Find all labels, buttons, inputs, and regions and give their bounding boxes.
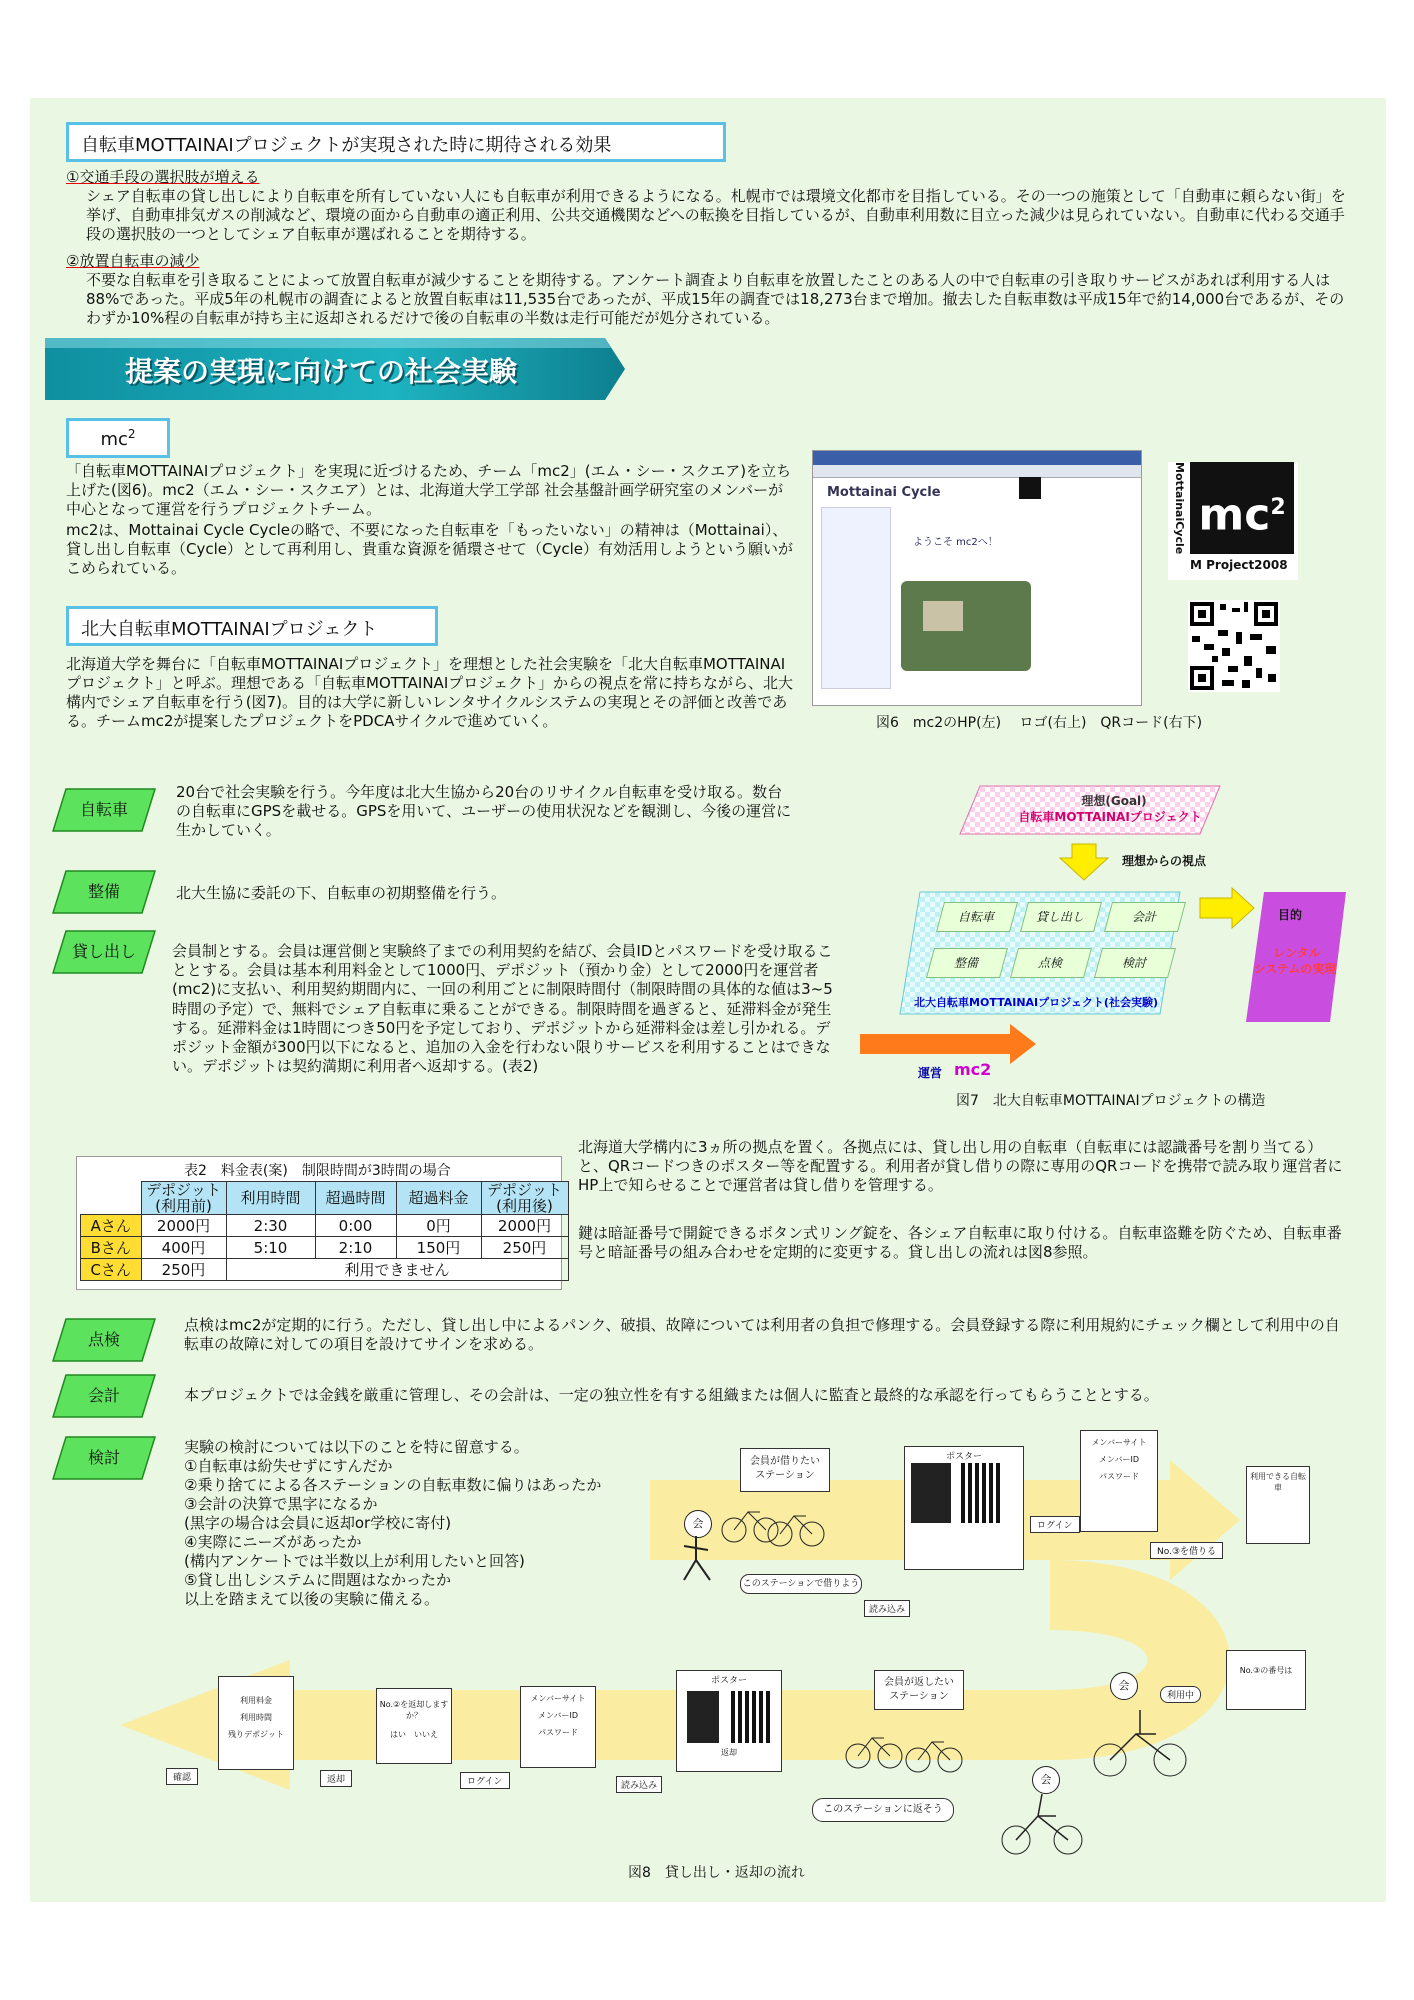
fig8-want-borrow-1: 会員が借りたい: [750, 1456, 820, 1467]
fee-row-name: Bさん: [81, 1237, 142, 1259]
bike-text: 20台で社会実験を行う。今年度は北大生協から20台のリサイクル自転車を受け取る。数台の自転車にGPSを載せる。GPSを用いて、ユーザーの使用状況などを観測し、今後の運営に生かしていく。: [176, 783, 792, 839]
fig8-rider-right: [1090, 1710, 1200, 1780]
fig8-return-bottom: 返却: [320, 1770, 352, 1787]
tag-accounting: [52, 1374, 156, 1418]
fig8-want-return-2: ステーション: [889, 1691, 949, 1702]
fig8-login-top: ログイン: [1030, 1516, 1080, 1533]
fig8-bikes-top: [720, 1490, 830, 1550]
site-name: Mottainai Cycle: [827, 485, 941, 500]
effects-item2-text: 不要な自転車を引き取ることによって放置自転車が減少することを期待する。アンケート調査より自転車を放置したことのある人の中で自転車の引き取りサービスがあれば利用する人は88%であった。平成5年の札幌市の調査によると放置自転車は11,535台であったが、平成15年の調査では18,273台まで増加。撤去した自転車数は平成15年で約14,000台であるが、そのわずか10%程の自転車が持ち主に返却されるだけで後の自転車の半数は走行可能だが処分されている。: [86, 271, 1345, 327]
fig8-password-bottom: パスワード: [538, 1728, 578, 1737]
fig7-operation-mc2: mc2: [954, 1060, 992, 1079]
fig8-rentable-screen: 利用できる自転車: [1246, 1466, 1310, 1544]
tag-inspection-label: 点検: [87, 1330, 120, 1349]
review-line: (構内アンケートでは半数以上が利用したいと回答): [184, 1552, 525, 1570]
review-line: ④実際にニーズがあったか: [184, 1533, 362, 1551]
fig8-read-bottom: 読み込み: [616, 1776, 662, 1793]
fig7-box-inspection: 点検: [1010, 948, 1092, 978]
table-row: [81, 1215, 569, 1237]
fig7-purpose-title: 目的: [1278, 908, 1303, 922]
fig8-poster-label-bottom: ポスター: [710, 1676, 747, 1686]
table2-caption: 表2 料金表(案) 制限時間が3時間の場合: [184, 1163, 451, 1179]
fig8-want-return-1: 会員が返したい: [884, 1677, 954, 1688]
tag-accounting-label: 会計: [87, 1386, 120, 1405]
fee-cell: 2:10: [315, 1237, 396, 1259]
fig8-return-here: このステーションに返そう: [812, 1798, 954, 1822]
fig8-confirm: 確認: [166, 1768, 198, 1785]
fee-cell: 250円: [141, 1259, 226, 1281]
lock-text: 鍵は暗証番号で開錠できるボタン式リング錠を、各シェア自転車に取り付ける。自転車盗難を防ぐため、自転車番号と暗証番号の組み合わせを定期的に変更する。貸し出しの流れは図8参照。: [578, 1224, 1342, 1261]
fig6-caption: 図6 mc2のHP(左) ロゴ(右上) QRコード(右下): [876, 715, 1203, 731]
tag-review: [52, 1436, 156, 1480]
mc2-text2: mc2は、Mottainai Cycle Cycleの略で、不要になった自転車を「もったいない」の精神は（Mottainai）、貸し出し自転車（Cycle）として再利用し、貴重な資源を循環させて（Cycle）有効活用しようという願いがこめられている。: [66, 521, 793, 577]
fig8-person-top: [680, 1536, 720, 1586]
tag-maintenance: [52, 870, 156, 914]
fig7-project-label: 北大自転車MOTTAINAIプロジェクト(社会実験): [914, 996, 1158, 1009]
fee-cell: 150円: [396, 1237, 481, 1259]
mc2-heading-text: mc: [100, 429, 128, 450]
mc2-text1: 「自転車MOTTAINAIプロジェクト」を実現に近づけるため、チーム「mc2」(エム・シー・スクエア)を立ち上げた(図6)。mc2（エム・シー・スクエア）とは、北海道大学工学部 社会基盤計画学研究室のメンバーが中心となって運営を行うプロジェクトチーム。: [66, 462, 792, 518]
review-line: ②乗り捨てによる各ステーションの自転車数に偏りはあったか: [184, 1476, 602, 1494]
fig8-member-site-top: メンバーサイト: [1091, 1438, 1147, 1447]
fig8-borrow-here: このステーションで借りよう: [740, 1574, 862, 1594]
mc2-heading: [66, 418, 170, 458]
fig8-poster-top: [904, 1446, 1024, 1570]
fig8-return-station-sign: [874, 1670, 964, 1710]
fig8-return-question-text: No.②を返却しますか？: [379, 1700, 449, 1720]
fig7-purpose-line1: レンタル: [1273, 946, 1321, 960]
fig8-yes-no: はい いいえ: [390, 1730, 438, 1739]
fig7-diagram: [860, 782, 1360, 1114]
fee-cell: 利用できません: [226, 1259, 568, 1281]
fig7-box-accounting: 会計: [1104, 902, 1186, 932]
fee-header-4: デポジット (利用後): [481, 1182, 568, 1215]
fig8-login-screen-top: [1080, 1430, 1158, 1532]
fig8-in-use: 利用中: [1160, 1686, 1201, 1703]
table-row: [81, 1237, 569, 1259]
fig8-bikes-bottom: [840, 1716, 980, 1776]
mc2-logo: [1168, 462, 1298, 580]
review-line: (黒字の場合は会員に返却or学校に寄付): [184, 1514, 452, 1532]
logo-side-text: MottainaiCycle: [1173, 462, 1186, 555]
fig8-member-id-top: メンバーID: [1099, 1455, 1139, 1464]
fig8-read-top: 読み込み: [864, 1600, 910, 1617]
tag-inspection: [52, 1318, 156, 1362]
review-line: 以上を踏まえて以後の実験に備える。: [184, 1590, 440, 1608]
fig7-goal-line1: 理想(Goal): [1081, 794, 1147, 808]
tag-bike-label: 自転車: [79, 800, 128, 819]
effects-item1-title: ①交通手段の選択肢が増える: [66, 168, 260, 186]
tag-bike: [52, 788, 156, 832]
fig7-box-review: 検討: [1094, 948, 1176, 978]
fig8-poster-label-top: ポスター: [945, 1452, 982, 1462]
bases-text: 北海道大学構内に3ヵ所の拠点を置く。各拠点には、貸し出し用の自転車（自転車には認識番号を割り当てる）と、QRコードつきのポスター等を配置する。利用者が貸し借りの際に専用のQRコードを携帯で読み取り運営者にHP上で知らせることで運営者は貸し借りを管理する。: [578, 1138, 1343, 1194]
fig7-caption: 図7 北大自転車MOTTAINAIプロジェクトの構造: [956, 1093, 1266, 1109]
fig8-rider-bottom: [998, 1790, 1088, 1860]
fee-cell: 2000円: [481, 1215, 568, 1237]
review-line: 実験の検討については以下のことを特に留意する。: [184, 1438, 529, 1456]
fig7-box-maintenance: 整備: [926, 948, 1008, 978]
fee-cell: 0円: [396, 1215, 481, 1237]
effects-heading: 自転車MOTTAINAIプロジェクトが実現された時に期待される効果: [66, 122, 726, 162]
fig8-member-icon-2: 会: [1110, 1672, 1138, 1700]
tag-lending-label: 貸し出し: [71, 942, 136, 961]
fig8-usage-time: 利用時間: [240, 1713, 272, 1722]
table-row: [81, 1259, 569, 1281]
fig7-viewpoint: 理想からの視点: [1122, 854, 1207, 868]
fee-header-2: 超過時間: [315, 1182, 396, 1215]
fig8-login-screen-bottom: [520, 1686, 596, 1768]
fee-cell: 0:00: [315, 1215, 396, 1237]
fig8-fee-result: [218, 1676, 294, 1770]
fee-header-0: デポジット (利用前): [141, 1182, 226, 1215]
review-line: ①自転車は紛失せずにすんだか: [184, 1457, 393, 1475]
section-banner: [45, 338, 625, 400]
logo-bottom-text: M Project2008: [1190, 558, 1288, 572]
fig8-poster-bottom: [676, 1670, 782, 1772]
fee-header-3: 超過料金: [396, 1182, 481, 1215]
fig8-want-borrow-2: ステーション: [755, 1470, 815, 1481]
fig8-login-bottom: ログイン: [460, 1772, 510, 1789]
logo-mark-sup: 2: [1270, 495, 1286, 520]
fig8-poster-return-label: 返却: [721, 1748, 737, 1757]
qr-code: [1188, 600, 1280, 692]
mc2-heading-sup: 2: [127, 427, 136, 441]
fig7-box-lending: 貸し出し: [1020, 902, 1102, 932]
fee-cell: 2:30: [226, 1215, 315, 1237]
fig8-member-id-bottom: メンバーID: [538, 1711, 578, 1720]
fig8-borrow-no3: No.③を借りる: [1150, 1542, 1223, 1559]
fee-row-name: Cさん: [81, 1259, 142, 1281]
fee-row-name: Aさん: [81, 1215, 142, 1237]
fee-cell: 400円: [141, 1237, 226, 1259]
fig8-password-top: パスワード: [1099, 1472, 1139, 1481]
fig8-number-screen: No.③の番号は: [1226, 1650, 1306, 1710]
effects-item1-text: シェア自転車の貸し出しにより自転車を所有していない人にも自転車が利用できるようになる。札幌市では環境文化都市を目指している。その一つの施策として「自動車に頼らない街」を挙げ、自動車排気ガスの削減など、環境の面から自動車の適正利用、公共交通機関などへの転換を目指しているが、自動車利用数に目立った減少は見られていない。自動車に代わる交通手段の選択肢の一つとしてシェア自転車が選ばれることを期待する。: [86, 187, 1346, 243]
tag-lending: [52, 930, 156, 974]
fig7-operation: 運営: [918, 1066, 943, 1080]
fig8-member-icon-3: 会: [1032, 1766, 1060, 1794]
fig7-goal-line2: 自転車MOTTAINAIプロジェクト: [1018, 810, 1202, 824]
tag-review-label: 検討: [87, 1448, 120, 1467]
fee-cell: 2000円: [141, 1215, 226, 1237]
fig8-borrow-station-sign: [740, 1448, 830, 1492]
project-heading: 北大自転車MOTTAINAIプロジェクト: [66, 606, 438, 646]
fee-table: [80, 1181, 569, 1281]
fig7-purpose-line2: システムの実現: [1253, 962, 1337, 976]
mc2-website-screenshot: [812, 450, 1142, 706]
fig8-member-site-bottom: メンバーサイト: [530, 1694, 586, 1703]
lending-text: 会員制とする。会員は運営側と実験終了までの利用契約を結び、会員IDとパスワードを受け取ることとする。会員は基本利用料金として1000円、デポジット（預かり金）として2000円を運営者(mc2)に支払い、利用契約期間内に、一回の利用ごとに制限時間付（制限時間の具体的な値は3~5時間の予定）で、無料でシェア自転車に乗ることができる。制限時間を過ぎると、延滞料金が発生する。延滞料金は1時間につき50円を予定しており、デポジットから延滞料金は差し引かれる。デポジット金額が300円以下になると、追加の入金を行わない限りサービスを利用することはできない。デポジットは契約満期に利用者へ返却する。(表2): [172, 942, 833, 1076]
fee-cell: 5:10: [226, 1237, 315, 1259]
fig8-caption: 図8 貸し出し・返却の流れ: [628, 1865, 805, 1881]
review-list: [184, 1438, 704, 1609]
banner-title: 提案の実現に向けての社会実験: [125, 355, 518, 388]
fig8-return-question: [376, 1688, 452, 1764]
review-line: ③会計の決算で黒字になるか: [184, 1495, 378, 1513]
fee-header-1: 利用時間: [226, 1182, 315, 1215]
fee-cell: 250円: [481, 1237, 568, 1259]
review-line: ⑤貸し出しシステムに問題はなかったか: [184, 1571, 451, 1589]
inspection-text: 点検はmc2が定期的に行う。ただし、貸し出し中によるパンク、破損、故障については利用者の負担で修理する。会員登録する際に利用規約にチェック欄として利用中の自転車の故障に対しての項目を設けてサインを求める。: [184, 1316, 1340, 1353]
site-welcome: ようこそ mc2へ！: [913, 537, 998, 548]
tag-maintenance-label: 整備: [87, 882, 120, 901]
fig7-box-bike: 自転車: [936, 902, 1018, 932]
logo-mark-text: mc: [1198, 489, 1271, 541]
fig8-remaining: 残りデポジット: [228, 1730, 284, 1739]
fig8-member-icon-1: 会: [684, 1510, 712, 1538]
maintenance-text: 北大生協に委託の下、自転車の初期整備を行う。: [176, 884, 507, 902]
logo-mark: [1190, 462, 1294, 554]
accounting-text: 本プロジェクトでは金銭を厳重に管理し、その会計は、一定の独立性を有する組織または個人に監査と最終的な承認を行ってもらうこととする。: [184, 1386, 1159, 1404]
project-text: 北海道大学を舞台に「自転車MOTTAINAIプロジェクト」を理想とした社会実験を「北大自転車MOTTAINAIプロジェクト」と呼ぶ。理想である「自転車MOTTAINAIプロジェクト」からの視点を常に持ちながら、北大構内でシェア自転車を行う(図7)。目的は大学に新しいレンタサイクルシステムの実現とその評価と改善である。チームmc2が提案したプロジェクトをPDCAサイクルで進めていく。: [66, 655, 793, 730]
effects-item2-title: ②放置自転車の減少: [66, 252, 200, 270]
fig8-usage-fee: 利用料金: [240, 1696, 272, 1705]
